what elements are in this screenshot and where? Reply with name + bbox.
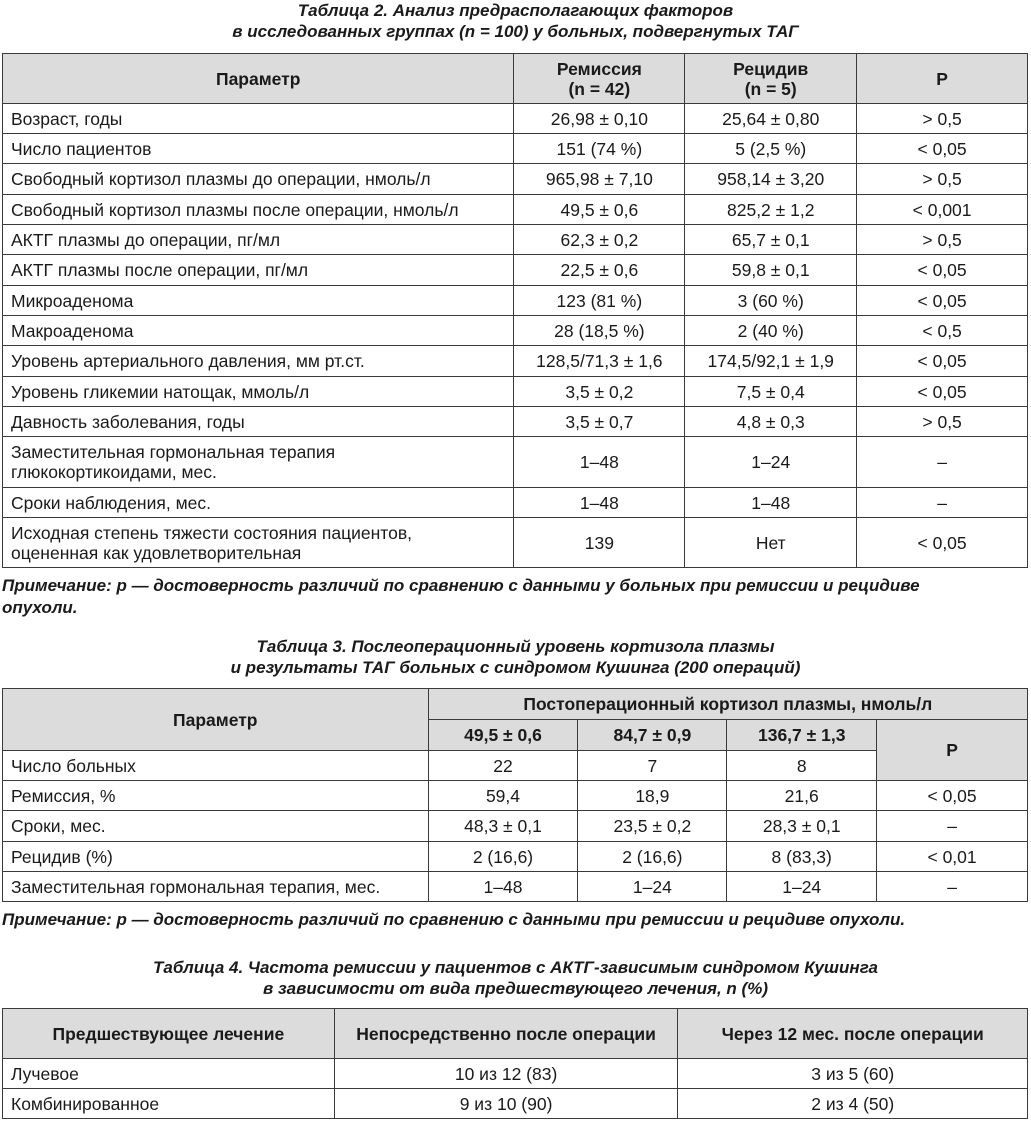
table2-cell-p: > 0,5 (857, 104, 1028, 134)
table3-header-col3: 136,7 ± 1,3 (727, 720, 877, 751)
table2-cell-remission: 62,3 ± 0,2 (514, 225, 685, 255)
table2-caption-line1: Таблица 2. Анализ предрасполагающих факторов (297, 1, 734, 20)
table2-cell-param: Свободный кортизол плазмы до операции, нмоль/л (3, 164, 514, 195)
table3-cell-c3: 8 (83,3) (727, 842, 877, 872)
table3-cell-param: Заместительная гормональная терапия, мес. (3, 872, 429, 902)
table3-header-p: P (877, 720, 1028, 781)
table2-cell-p: – (857, 437, 1028, 488)
table4-cell-after12: 3 из 5 (60) (678, 1059, 1028, 1089)
table3-caption-line2: и результаты ТАГ больных с синдромом Кушинга (200 операций) (230, 658, 801, 677)
table4-cell-after12: 2 из 4 (50) (678, 1089, 1028, 1119)
table3-header-param: Параметр (3, 689, 429, 751)
table2-cell-param: Уровень артериального давления, мм рт.ст. (3, 346, 514, 377)
table4-header-immediately: Непосредственно после операции (334, 1009, 678, 1059)
table2-cell-remission: 1–48 (514, 488, 685, 518)
table2-cell-param (3, 437, 514, 488)
table2-cell-relapse: Нет (685, 518, 857, 568)
table2-cell-param: АКТГ плазмы до операции, пг/мл (3, 225, 514, 255)
table3-cell-param: Рецидив (%) (3, 842, 429, 872)
table-row (3, 842, 1028, 872)
table3-note: Примечание: p — достоверность различий по сравнению с данными при ремиссии и рецидиве опухоли. (2, 910, 906, 929)
table2-header-row (3, 54, 1028, 104)
table-row (3, 346, 1028, 377)
table2-cell-remission: 128,5/71,3 ± 1,6 (514, 346, 685, 377)
table2-caption-line2: в исследованных группах (n = 100) у больных, подвергнутых ТАГ (232, 22, 799, 41)
table-row (3, 195, 1028, 225)
table3-cell-param: Сроки, мес. (3, 811, 429, 842)
table2-cell-relapse: 25,64 ± 0,80 (685, 104, 857, 134)
table3 (2, 688, 1028, 902)
table4 (2, 1008, 1028, 1119)
table2-header-relapse-line2: (n = 5) (744, 78, 797, 99)
table2-cell-remission: 49,5 ± 0,6 (514, 195, 685, 225)
table2-cell-relapse: 59,8 ± 0,1 (685, 255, 857, 286)
table3-cell-p: < 0,05 (877, 781, 1028, 811)
table2-header-remission (514, 54, 685, 104)
table3-header-col1: 49,5 ± 0,6 (428, 720, 578, 751)
table2-cell-p: < 0,001 (857, 195, 1028, 225)
table2-caption (0, 0, 1031, 42)
table2-cell-p: > 0,5 (857, 225, 1028, 255)
table2-cell-param: Микроаденома (3, 286, 514, 316)
table-row (3, 437, 1028, 488)
table2-header-param: Параметр (3, 54, 514, 104)
table3-cell-c2: 23,5 ± 0,2 (578, 811, 727, 842)
table3-cell-c2: 1–24 (578, 872, 727, 902)
table2-cell-param-line2: оцененная как удовлетворительная (11, 542, 302, 563)
table3-header-row1 (3, 689, 1028, 720)
table4-caption-line1: Таблица 4. Частота ремиссии у пациентов с АКТГ-зависимым синдромом Кушинга (152, 958, 879, 977)
table4-cell-treatment: Комбинированное (3, 1089, 335, 1119)
table2-header-relapse-line1: Рецидив (733, 58, 809, 79)
table3-cell-c3: 28,3 ± 0,1 (727, 811, 877, 842)
table2-header-remission-line1: Ремиссия (556, 58, 642, 79)
table3-cell-c3: 8 (727, 751, 877, 781)
table2-cell-remission: 151 (74 %) (514, 134, 685, 164)
table-row (3, 488, 1028, 518)
table3-cell-c1: 48,3 ± 0,1 (428, 811, 578, 842)
table-row (3, 255, 1028, 286)
table2-cell-remission: 1–48 (514, 437, 685, 488)
table2-cell-param: Сроки наблюдения, мес. (3, 488, 514, 518)
table-row (3, 872, 1028, 902)
table-row (3, 1089, 1028, 1119)
table-row (3, 1059, 1028, 1089)
table-row (3, 164, 1028, 195)
table-row (3, 316, 1028, 346)
table4-header-after12: Через 12 мес. после операции (678, 1009, 1028, 1059)
table-row (3, 104, 1028, 134)
table2-cell-relapse: 825,2 ± 1,2 (685, 195, 857, 225)
table2-cell-remission: 22,5 ± 0,6 (514, 255, 685, 286)
table2-header-remission-line2: (n = 42) (568, 78, 631, 99)
table2-cell-relapse: 1–48 (685, 488, 857, 518)
table2-cell-p: < 0,05 (857, 255, 1028, 286)
table2-cell-relapse: 3 (60 %) (685, 286, 857, 316)
table2-cell-relapse: 4,8 ± 0,3 (685, 407, 857, 437)
table3-cell-c1: 2 (16,6) (428, 842, 578, 872)
table3-cell-p: – (877, 811, 1028, 842)
table4-caption-line2: в зависимости от вида предшествующего лечения, n (%) (263, 979, 768, 998)
table3-cell-c2: 2 (16,6) (578, 842, 727, 872)
table3-cell-c3: 1–24 (727, 872, 877, 902)
table3-cell-c1: 59,4 (428, 781, 578, 811)
table3-cell-param: Число больных (3, 751, 429, 781)
table-row (3, 781, 1028, 811)
table2-cell-p: < 0,05 (857, 518, 1028, 568)
table2-cell-p: < 0,5 (857, 316, 1028, 346)
table2-cell-p: < 0,05 (857, 346, 1028, 377)
table2-cell-p: < 0,05 (857, 286, 1028, 316)
table4-header-treatment: Предшествующее лечение (3, 1009, 335, 1059)
table2-cell-remission: 3,5 ± 0,2 (514, 377, 685, 407)
table2-header-p: P (857, 54, 1028, 104)
table2-cell-p: < 0,05 (857, 134, 1028, 164)
table-row (3, 134, 1028, 164)
table2-cell-param: Число пациентов (3, 134, 514, 164)
table3-cell-c3: 21,6 (727, 781, 877, 811)
table2-cell-remission: 123 (81 %) (514, 286, 685, 316)
table-row (3, 377, 1028, 407)
table3-header-col2: 84,7 ± 0,9 (578, 720, 727, 751)
table2-cell-param-line1: Заместительная гормональная терапия (11, 442, 336, 462)
table2-cell-relapse: 1–24 (685, 437, 857, 488)
table3-cell-c1: 22 (428, 751, 578, 781)
table-row (3, 286, 1028, 316)
table4-cell-immediately: 10 из 12 (83) (334, 1059, 678, 1089)
table2-note-line2: опухоли. (2, 598, 78, 617)
table-row (3, 811, 1028, 842)
table-row (3, 518, 1028, 568)
table2-cell-p: – (857, 488, 1028, 518)
table2-cell-p: < 0,05 (857, 377, 1028, 407)
table2-cell-param: АКТГ плазмы после операции, пг/мл (3, 255, 514, 286)
table2-cell-relapse: 5 (2,5 %) (685, 134, 857, 164)
table4-header-row (3, 1009, 1028, 1059)
table2-cell-remission: 28 (18,5 %) (514, 316, 685, 346)
table2-cell-param (3, 518, 514, 568)
table2-cell-relapse: 7,5 ± 0,4 (685, 377, 857, 407)
table2-header-relapse (685, 54, 857, 104)
table-row (3, 407, 1028, 437)
table2-cell-relapse: 958,14 ± 3,20 (685, 164, 857, 195)
table-row (3, 751, 1028, 781)
table2-note (2, 575, 1030, 619)
table2-cell-param-line1: Исходная степень тяжести состояния пациентов, (11, 522, 413, 543)
table3-caption-line1: Таблица 3. Послеоперационный уровень кортизола плазмы (256, 637, 775, 656)
table2-cell-remission: 3,5 ± 0,7 (514, 407, 685, 437)
table3-caption (0, 636, 1031, 678)
table2-cell-remission: 26,98 ± 0,10 (514, 104, 685, 134)
table2-cell-param: Давность заболевания, годы (3, 407, 514, 437)
table3-cell-param: Ремиссия, % (3, 781, 429, 811)
table2-cell-param: Возраст, годы (3, 104, 514, 134)
table4-cell-immediately: 9 из 10 (90) (334, 1089, 678, 1119)
table2-cell-param: Свободный кортизол плазмы после операции, нмоль/л (3, 195, 514, 225)
table2 (2, 53, 1028, 568)
table2-cell-p: > 0,5 (857, 164, 1028, 195)
table3-cell-p: < 0,01 (877, 842, 1028, 872)
table2-note-line1: Примечание: p — достоверность различий по сравнению с данными у больных при ремиссии и рецидиве (2, 576, 920, 595)
table3-cell-c2: 7 (578, 751, 727, 781)
table2-cell-param-line2: глюкокортикоидами, мес. (11, 462, 217, 482)
table2-cell-p: > 0,5 (857, 407, 1028, 437)
table3-header-group: Постоперационный кортизол плазмы, нмоль/л (428, 689, 1027, 720)
table2-cell-remission: 965,98 ± 7,10 (514, 164, 685, 195)
table4-cell-treatment: Лучевое (3, 1059, 335, 1089)
table2-cell-relapse: 2 (40 %) (685, 316, 857, 346)
table3-cell-c2: 18,9 (578, 781, 727, 811)
table3-cell-p: – (877, 872, 1028, 902)
table2-cell-relapse: 65,7 ± 0,1 (685, 225, 857, 255)
table2-cell-remission: 139 (514, 518, 685, 568)
table-row (3, 225, 1028, 255)
table2-cell-relapse: 174,5/92,1 ± 1,9 (685, 346, 857, 377)
table2-cell-param: Макроаденома (3, 316, 514, 346)
table2-cell-param: Уровень гликемии натощак, ммоль/л (3, 377, 514, 407)
table4-caption (0, 957, 1031, 999)
table3-cell-c1: 1–48 (428, 872, 578, 902)
